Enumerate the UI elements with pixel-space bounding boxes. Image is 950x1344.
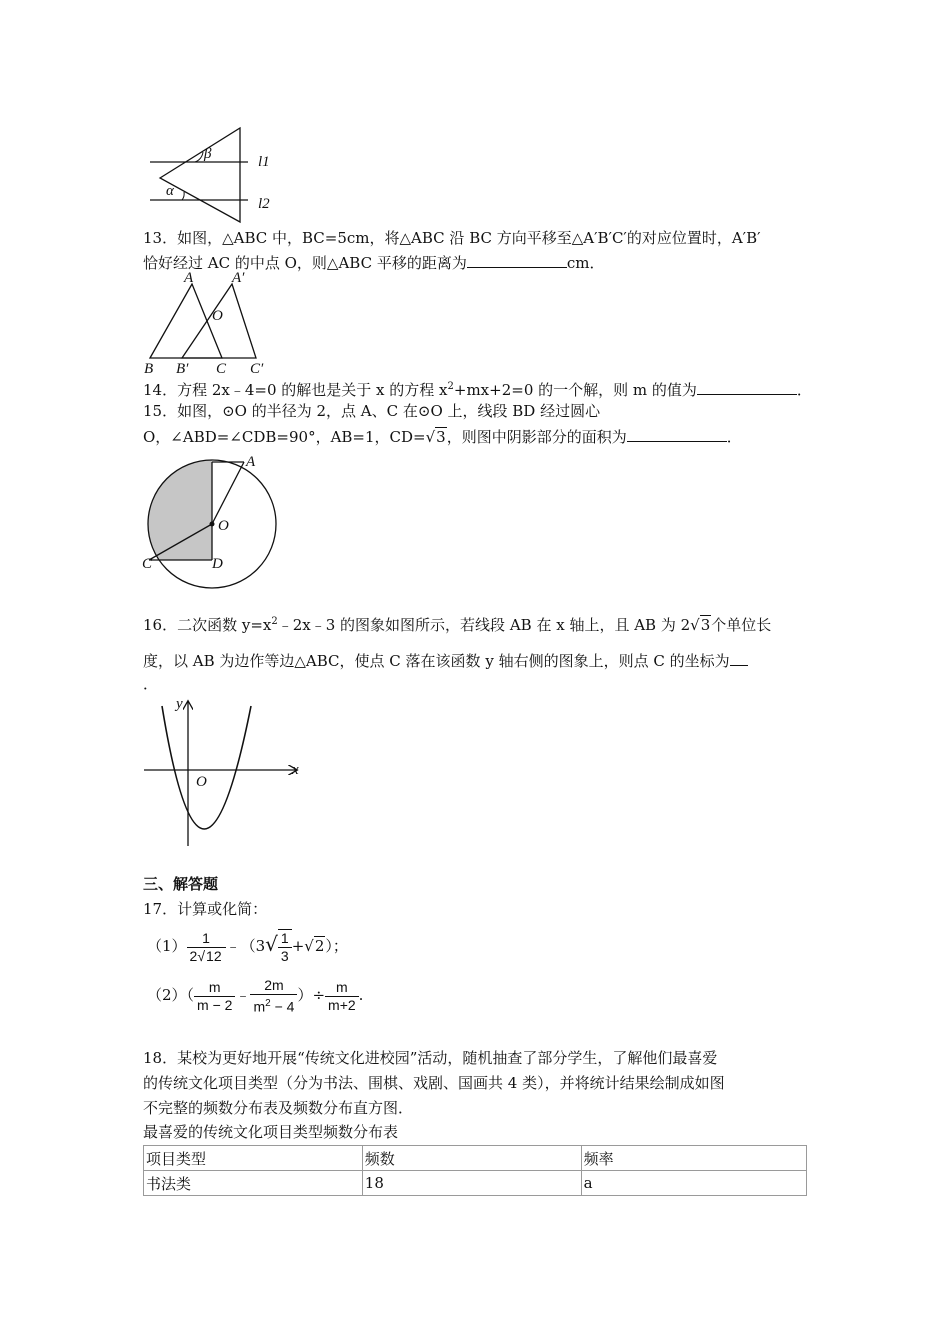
q17-p2-fraction1	[194, 979, 235, 1014]
sqrt-sign: √	[690, 616, 700, 634]
q13-line1: 13．如图，△ABC 中，BC=5cm，将△ABC 沿 BC 方向平移至△A′B′C′的对应位置时，A′B′	[143, 229, 761, 247]
q17-p2-label: （2）（	[147, 986, 195, 1004]
fig13-label-C-prime: C′	[250, 361, 264, 377]
q15-sqrt: 3	[436, 428, 446, 446]
q14-post: ．	[796, 381, 812, 399]
fig15-label-O: O	[218, 518, 229, 534]
q18-line3: 不完整的频数分布表及频数分布直方图．	[143, 1099, 414, 1117]
fig16-label-O: O	[196, 774, 207, 790]
q14-mid: +mx+2=0 的一个解，则 m 的值为	[453, 381, 697, 399]
q17-p1-num: 1	[202, 929, 210, 946]
fig12-label-beta: β	[204, 146, 212, 162]
fig12-label-l1: l1	[258, 154, 270, 170]
q15-answer-blank	[627, 426, 727, 442]
fig12-label-alpha: α	[166, 183, 174, 199]
q17-title: 17．计算或化简：	[143, 900, 268, 918]
q17-p1-minus: ﹣（3	[225, 937, 266, 955]
table-cell: 18	[362, 1171, 581, 1196]
q16-line1-post: 个单位长	[711, 616, 772, 634]
q17-p2-f2-num: 2m	[264, 976, 284, 993]
q17-p2-f2-den-sup: 2	[265, 997, 271, 1009]
q14-answer-blank	[697, 379, 797, 395]
q17-p2-f3-den: m+2	[325, 996, 359, 1014]
q17-part2	[147, 973, 363, 1017]
fig15-label-C: C	[142, 556, 153, 572]
table-header-cell: 频数	[362, 1146, 581, 1171]
q17-part1	[147, 922, 348, 966]
q17-p1-inner-num: 1	[280, 930, 289, 946]
q16-line2	[143, 650, 748, 671]
q13-answer-blank	[467, 252, 567, 268]
q17-p1-den	[187, 947, 226, 965]
q17-p1-den-coef: 2	[189, 947, 198, 964]
q15-line2-post: ，则图中阴影部分的面积为	[446, 428, 627, 446]
q17-p2-minus: ﹣	[235, 986, 251, 1004]
sqrt-sign: √	[197, 947, 206, 964]
fig13-label-A-prime: A′	[232, 272, 245, 286]
q17-p1-end: ）；	[325, 937, 348, 955]
q17-p2-end: .	[358, 986, 364, 1004]
table-header-cell: 项目类型	[144, 1146, 363, 1171]
fig13-label-O: O	[212, 308, 223, 324]
fig15-label-D: D	[212, 556, 223, 572]
q18-line2: 的传统文化项目类型（分为书法、围棋、戏剧、国画共 4 类），并将统计结果绘制成如图	[143, 1074, 725, 1092]
q17-p1-den-sqrt: 12	[206, 947, 222, 964]
figure-circle-shaded	[140, 454, 280, 590]
fig13-label-C: C	[216, 361, 227, 377]
fig13-label-B: B	[144, 361, 154, 377]
q15-line2-end: ．	[726, 428, 742, 446]
table-cell: 书法类	[144, 1171, 363, 1196]
q17-p1-fraction	[187, 930, 226, 965]
q17-p1-plus: +	[291, 937, 305, 955]
q17-p1-sqrt2: 2	[314, 937, 325, 955]
q16-line2-text: 度，以 AB 为边作等边△ABC，使点 C 落在该函数 y 轴右侧的图象上，则点 C 的坐标为	[143, 652, 730, 670]
fig12-label-l2: l2	[258, 196, 270, 212]
q15-line2	[143, 426, 742, 447]
figure-parabola	[140, 694, 305, 850]
q16-sup: 2	[271, 616, 278, 627]
q13-line2-post: cm．	[566, 254, 605, 272]
q17-p2-f3-num: m	[336, 978, 348, 995]
q13-line2	[143, 252, 604, 273]
q18-line1: 18．某校为更好地开展“传统文化进校园”活动，随机抽查了部分学生，了解他们最喜爱	[143, 1049, 718, 1067]
q16-line1-pre: 16．二次函数 y=x	[143, 616, 272, 634]
q15-line2-pre: O，∠ABD=∠CDB=90°，AB=1，CD=	[143, 428, 426, 446]
q16-line3: ．	[143, 675, 159, 693]
q16-sqrt: 3	[700, 616, 711, 634]
fig13-label-B-prime: B′	[176, 361, 189, 377]
figure-translated-triangles	[140, 272, 280, 378]
q17-p1-inner-den: 3	[278, 947, 292, 965]
q14-sup: 2	[447, 381, 454, 392]
sqrt-sign: √	[304, 937, 314, 955]
q17-p2-f2-den-rest: − 4	[270, 998, 295, 1015]
table-header-cell: 频率	[581, 1146, 806, 1171]
q17-p2-div: ）÷	[297, 986, 326, 1004]
fig15-label-A: A	[246, 454, 256, 470]
figure-parallel-lines-triangle	[140, 122, 280, 224]
table-header-row	[144, 1146, 807, 1171]
sqrt-sign: √	[425, 428, 436, 446]
q16-line1	[143, 612, 771, 635]
q17-p2-f2-den-base: m	[253, 998, 266, 1015]
q16-line1-mid: ﹣2x﹣3 的图象如图所示，若线段 AB 在 x 轴上，且 AB 为 2	[277, 616, 691, 634]
table-cell: a	[581, 1171, 806, 1196]
q14-line	[143, 377, 812, 400]
q13-line2-pre: 恰好经过 AC 的中点 O，则△ABC 平移的距离为	[143, 254, 467, 272]
table-row	[144, 1171, 807, 1196]
q15-line1: 15．如图，⊙O 的半径为 2，点 A、C 在⊙O 上，线段 BD 经过圆心	[143, 402, 601, 420]
fig13-label-A: A	[184, 272, 194, 286]
q17-p2-f1-num: m	[208, 978, 221, 995]
q17-p2-f1-den: m − 2	[194, 996, 235, 1014]
q17-p2-fraction2	[250, 977, 297, 1016]
frequency-table	[143, 1145, 807, 1196]
q17-p1-inner-fraction	[278, 929, 292, 965]
section3-title: 三、解答题	[143, 875, 219, 893]
q16-answer-blank	[730, 650, 748, 666]
q18-table-title: 最喜爱的传统文化项目类型频数分布表	[143, 1123, 399, 1141]
q14-pre: 14．方程 2x﹣4=0 的解也是关于 x 的方程 x	[143, 381, 448, 399]
q17-p2-f2-den	[250, 994, 297, 1016]
q17-p1-label: （1）	[147, 937, 187, 955]
sqrt-sign: √	[265, 932, 278, 956]
fig16-label-y: y	[176, 696, 183, 712]
q17-p2-fraction3	[325, 979, 359, 1014]
fig16-label-x: x	[292, 762, 299, 778]
